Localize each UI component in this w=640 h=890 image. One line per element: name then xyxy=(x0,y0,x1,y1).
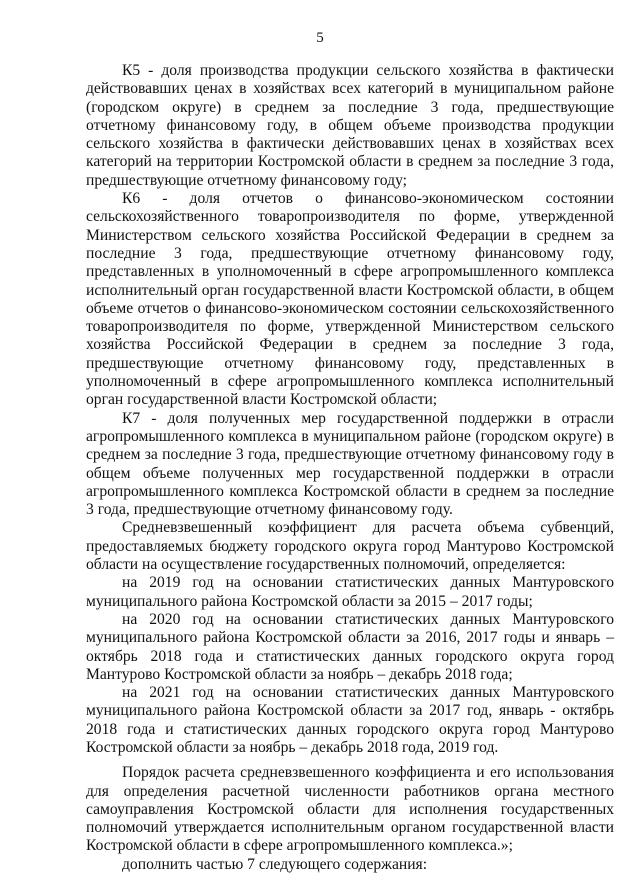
paragraph-calculation-procedure: Порядок расчета средневзвешенного коэффициента и его использования для определения расчетной численности работников органа местного самоуправления Костромской области для исполнения государственных полномочий утверждается исполнительным органом государственной власти Костромской области в сфере агропромышленного комплекса.»; xyxy=(86,764,614,855)
paragraph-year-2019: на 2019 год на основании статистических данных Мантуровского муниципального района Костромской области за 2015 – 2017 годы; xyxy=(86,574,614,610)
paragraph-k5: К5 - доля производства продукции сельского хозяйства в фактически действовавших ценах в хозяйствах всех категорий в муниципальном районе (городском округе) в среднем за последние 3 года, предшествующие отчетному финансовому году, в общем объеме производства продукции сельского хозяйства в фактически действовавших ценах в хозяйствах всех категорий на территории Костромской области в среднем за последние 3 года, предшествующие отчетному финансовому году; xyxy=(86,62,614,189)
paragraph-amendment: дополнить частью 7 следующего содержания: xyxy=(122,855,428,873)
paragraph-weighted-coefficient: Средневзвешенный коэффициент для расчета объема субвенций, предоставляемых бюджету городского округа город Мантурово Костромской области на осуществление государственных полномочий, определяется: xyxy=(86,519,614,574)
paragraph-k7: К7 - доля полученных мер государственной поддержки в отрасли агропромышленного комплекса в муниципальном районе (городском округе) в среднем за последние 3 года, предшествующие отчетному финансовому году в общем объеме полученных мер государственной поддержки в отрасли агропромышленного комплекса Костромской области в среднем за последние 3 года, предшествующие отчетному финансовому году. xyxy=(86,409,614,519)
paragraph-year-2021: на 2021 год на основании статистических данных Мантуровского муниципального района Костромской области за 2017 год, январь - октябрь 2018 года и статистических данных городского округа город Мантурово Костромской области за ноябрь – декабрь 2018 года, 2019 год. xyxy=(86,684,614,756)
paragraph-k6: К6 - доля отчетов о финансово-экономическом состоянии сельскохозяйственного товаропроизводителя по форме, утвержденной Министерством сельского хозяйства Российской Федерации в среднем за последние 3 года, предшествующие отчетному финансовому году, представленных в уполномоченный в сфере агропромышленного комплекса исполнительный орган государственной власти Костромской области, в общем объеме отчетов о финансово-экономическом состоянии сельскохозяйственного товаропроизводителя по форме, утвержденной Министерством сельского хозяйства Российской Федерации в среднем за последние 3 года, предшествующие отчетному финансовому году, представленных в уполномоченный в сфере агропромышленного комплекса исполнительный орган государственной власти Костромской области; xyxy=(86,190,614,409)
page-number: 5 xyxy=(316,30,324,46)
document-body xyxy=(86,62,614,874)
paragraph-year-2020: на 2020 год на основании статистических данных Мантуровского муниципального района Костромской области за 2016, 2017 годы и январь – октябрь 2018 года и статистических данных городского округа город Мантурово Костромской области за ноябрь – декабрь 2018 года; xyxy=(86,610,614,683)
